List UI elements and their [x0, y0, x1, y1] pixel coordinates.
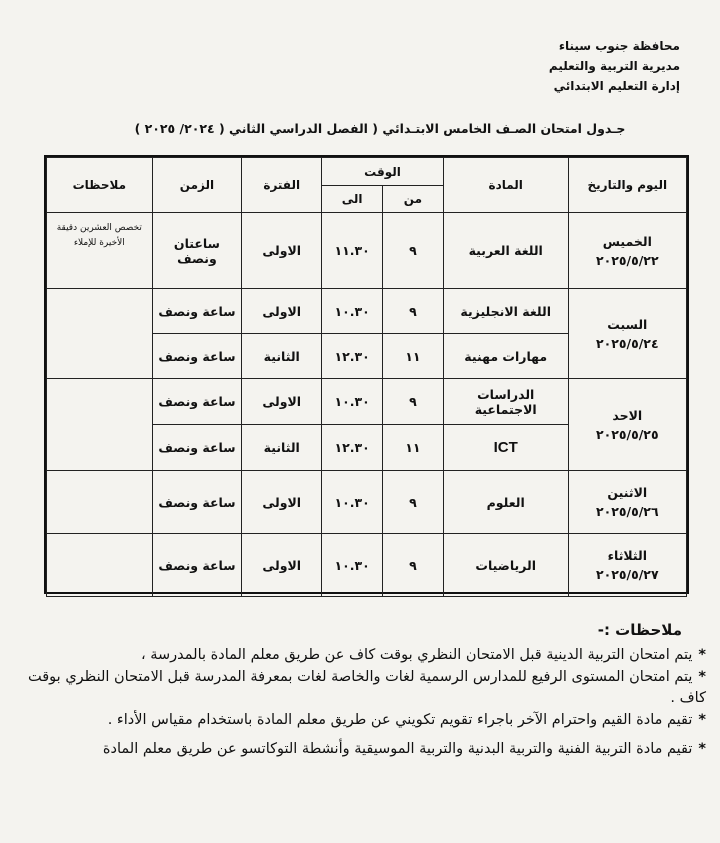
to-cell: ١٠.٣٠ — [322, 379, 383, 425]
header-time: الوقت — [322, 158, 444, 186]
day-name: الخميس — [602, 233, 652, 249]
day-name: الثلاثاء — [607, 548, 647, 563]
header-from: من — [383, 186, 444, 213]
duration-cell: ساعة ونصف — [152, 471, 242, 534]
subject-cell: اللغة الانجليزية — [443, 289, 568, 334]
day-cell — [568, 289, 686, 379]
page-title: جـدول امتحان الصـف الخامس الابتـدائي ( الفصل الدراسي الثاني ( ٢٠٢٤/ ٢٠٢٥ ) — [134, 121, 626, 136]
duration-cell: ساعة ونصف — [152, 534, 242, 597]
table-row — [47, 289, 687, 334]
notes-list — [6, 645, 706, 761]
day-date: ٢٠٢٥/٥/٢٢ — [596, 252, 659, 268]
day-date: ٢٠٢٥/٥/٢٦ — [596, 504, 659, 519]
from-cell: ٩ — [383, 379, 444, 425]
duration-cell: ساعتان ونصف — [152, 213, 242, 289]
day-name: الاثنين — [607, 485, 648, 500]
notes-cell — [47, 534, 153, 597]
header-notes: ملاحظات — [47, 158, 153, 213]
duration-cell: ساعة ونصف — [152, 334, 242, 379]
from-cell: ١١ — [383, 425, 444, 471]
day-name: الاحد — [612, 407, 643, 423]
day-cell — [568, 379, 686, 471]
period-cell: الاولى — [242, 534, 322, 597]
bullet-star: * — [698, 647, 706, 663]
subject-cell: العلوم — [443, 471, 568, 534]
list-item — [6, 645, 706, 666]
day-date: ٢٠٢٥/٥/٢٤ — [596, 335, 659, 351]
table-header-row — [47, 158, 687, 186]
subject-cell: اللغة العربية — [443, 213, 568, 289]
period-cell: الثانية — [242, 334, 322, 379]
period-cell: الاولى — [242, 379, 322, 425]
from-cell: ٩ — [383, 289, 444, 334]
from-cell: ٩ — [383, 213, 444, 289]
list-item — [6, 710, 706, 731]
note-text: تقيم مادة التربية الفنية والتربية البدنية والتربية الموسيقية وأنشطة التوكاتسو عن طريق معلم المادة — [102, 741, 693, 757]
duration-cell: ساعة ونصف — [152, 425, 242, 471]
exam-schedule-table — [44, 155, 689, 594]
header-to: الى — [322, 186, 383, 213]
to-cell: ١٠.٣٠ — [322, 534, 383, 597]
ministry-header — [549, 36, 680, 96]
header-duration: الزمن — [152, 158, 242, 213]
to-cell: ١٠.٣٠ — [322, 289, 383, 334]
day-name: السبت — [607, 316, 648, 332]
day-cell — [568, 534, 686, 597]
subject-cell: الدراسات الاجتماعية — [443, 379, 568, 425]
notes-cell — [47, 379, 153, 471]
period-cell: الاولى — [242, 289, 322, 334]
note-text: يتم امتحان المستوى الرفيع للمدارس الرسمية لغات والخاصة لغات بمعرفة المدرسة قبل الامتحان النظري بوقت كاف . — [28, 669, 706, 706]
from-cell: ٩ — [383, 471, 444, 534]
day-cell — [568, 213, 686, 289]
header-period: الفترة — [242, 158, 322, 213]
period-cell: الاولى — [242, 471, 322, 534]
table-row — [47, 379, 687, 425]
to-cell: ١٢.٣٠ — [322, 425, 383, 471]
to-cell: ١٠.٣٠ — [322, 471, 383, 534]
note-text: تقيم مادة القيم واحترام الآخر باجراء تقويم تكويني عن طريق معلم المادة باستخدام مقياس الأداء . — [107, 712, 693, 728]
bullet-star: * — [698, 741, 706, 757]
period-cell: الثانية — [242, 425, 322, 471]
to-cell: ١١.٣٠ — [322, 213, 383, 289]
header-subject: المادة — [443, 158, 568, 213]
governorate-label: محافظة جنوب سيناء — [558, 39, 680, 53]
duration-cell: ساعة ونصف — [152, 379, 242, 425]
from-cell: ١١ — [383, 334, 444, 379]
subject-cell: مهارات مهنية — [443, 334, 568, 379]
table-row — [47, 213, 687, 289]
duration-cell: ساعة ونصف — [152, 289, 242, 334]
from-cell: ٩ — [383, 534, 444, 597]
table-row — [47, 471, 687, 534]
notes-cell — [47, 471, 153, 534]
day-cell — [568, 471, 686, 534]
list-item — [6, 739, 706, 760]
bullet-star: * — [698, 669, 706, 685]
day-date: ٢٠٢٥/٥/٢٧ — [596, 567, 659, 582]
to-cell: ١٢.٣٠ — [322, 334, 383, 379]
notes-cell: تخصص العشرين دقيقة الأخيرة للإملاء — [47, 213, 153, 289]
list-item — [6, 667, 706, 709]
period-cell: الاولى — [242, 213, 322, 289]
notes-cell — [47, 289, 153, 379]
table-row — [47, 534, 687, 597]
day-date: ٢٠٢٥/٥/٢٥ — [596, 426, 659, 442]
directorate-label: مديرية التربية والتعليم — [548, 59, 680, 73]
subject-cell: ICT — [443, 425, 568, 471]
administration-label: إدارة التعليم الابتدائي — [553, 79, 680, 93]
note-text: يتم امتحان التربية الدينية قبل الامتحان النظري بوقت كاف عن طريق معلم المادة بالمدرسة ، — [140, 647, 693, 663]
header-day-date: اليوم والتاريخ — [568, 158, 686, 213]
bullet-star: * — [698, 712, 706, 728]
notes-title: ملاحظات :- — [597, 621, 682, 639]
subject-cell: الرياضيات — [443, 534, 568, 597]
